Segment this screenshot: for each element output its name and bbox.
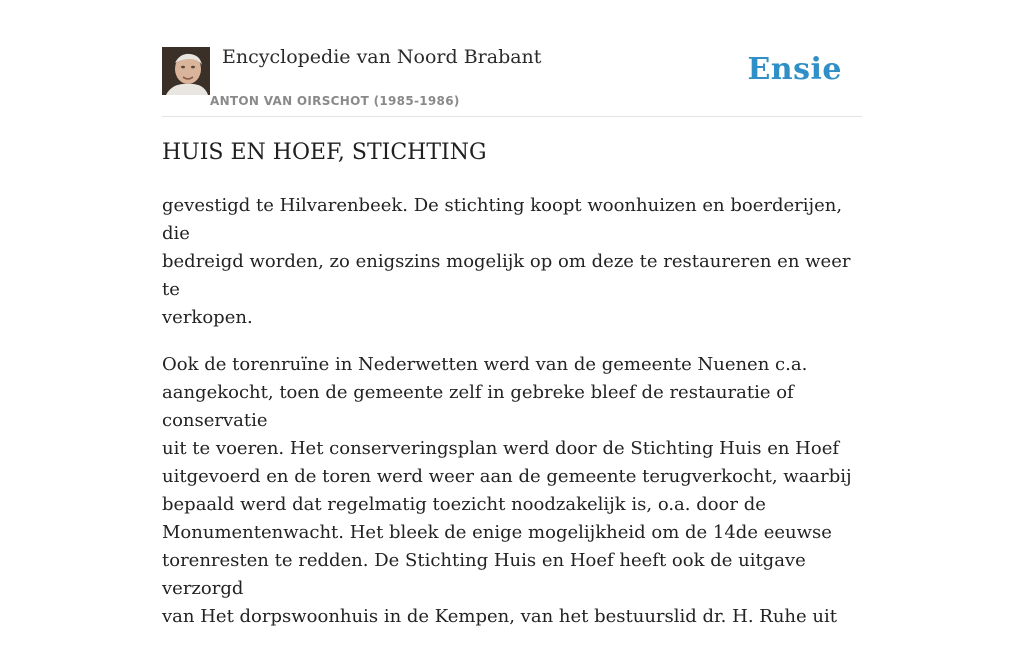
book-title[interactable]: Encyclopedie van Noord Brabant (222, 46, 542, 68)
paragraph-2 (162, 351, 862, 631)
text-line: gevestigd te Hilvarenbeek. De stichting koopt woonhuizen en boerderijen, die (162, 195, 843, 244)
ensie-logo[interactable]: Ensie (747, 52, 842, 87)
text-line: torenresten te redden. De Stichting Huis en Hoef heeft ook de uitgave verzorgd (162, 550, 806, 599)
author-avatar (162, 47, 210, 95)
entry-title: HUIS EN HOEF, STICHTING (162, 140, 487, 165)
text-line: bedreigd worden, zo enigszins mogelijk op om deze te restaureren en weer te (162, 251, 851, 300)
text-line: bepaald werd dat regelmatig toezicht noodzakelijk is, o.a. door de (162, 494, 766, 515)
author-name[interactable]: ANTON VAN OIRSCHOT (1985-1986) (210, 94, 460, 108)
text-line: aangekocht, toen de gemeente zelf in gebreke bleef de restauratie of conservatie (162, 382, 794, 431)
entry-body (162, 192, 862, 650)
author-portrait-icon (162, 47, 210, 95)
header (162, 44, 862, 117)
paragraph-1 (162, 192, 862, 332)
text-line: uit te voeren. Het conserveringsplan werd door de Stichting Huis en Hoef (162, 438, 840, 459)
text-line: van Het dorpswoonhuis in de Kempen, van het bestuurslid dr. H. Ruhe uit (162, 606, 837, 627)
text-line: verkopen. (162, 307, 253, 328)
text-line: Monumentenwacht. Het bleek de enige mogelijkheid om de 14de eeuwse (162, 522, 832, 543)
text-line: uitgevoerd en de toren werd weer aan de gemeente terugverkocht, waarbij (162, 466, 852, 487)
text-line: Ook de torenruïne in Nederwetten werd van de gemeente Nuenen c.a. (162, 354, 808, 375)
